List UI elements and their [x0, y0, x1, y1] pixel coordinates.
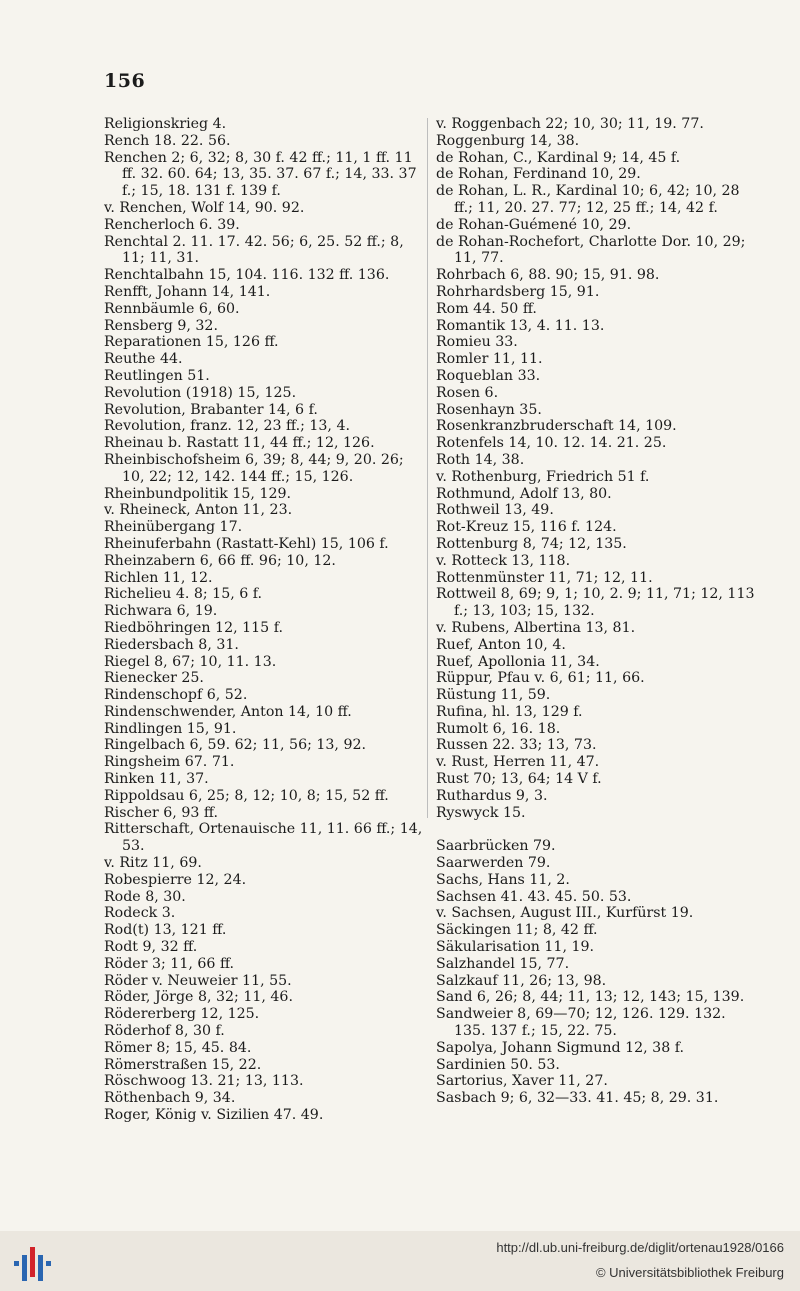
- index-entry: Rödererberg 12, 125.: [104, 1006, 260, 1023]
- index-entry: Rumolt 6, 16. 18.: [436, 720, 561, 737]
- index-entry: v. Rothenburg, Friedrich 51 f.: [436, 468, 650, 485]
- library-footer: [0, 1231, 800, 1291]
- index-entry: Robespierre 12, 24.: [104, 871, 247, 888]
- index-entry: Romieu 33.: [436, 334, 518, 351]
- index-entry: Religionskrieg 4.: [104, 116, 227, 132]
- index-entry: Richlen 11, 12.: [104, 569, 213, 586]
- index-entry: Rosenkranzbruderschaft 14, 109.: [436, 418, 677, 435]
- index-entry: Rindlingen 15, 91.: [104, 720, 237, 737]
- index-entry: Römer 8; 15, 45. 84.: [104, 1039, 252, 1056]
- index-entry: Riegel 8, 67; 10, 11. 13.: [104, 653, 277, 670]
- index-entry: Sachs, Hans 11, 2.: [436, 871, 570, 888]
- index-entry: Richelieu 4. 8; 15, 6 f.: [104, 586, 263, 603]
- index-entry: de Rohan-Guémené 10, 29.: [436, 216, 632, 233]
- index-entry: Rohrhardsberg 15, 91.: [436, 283, 600, 300]
- index-entry: v. Ritz 11, 69.: [104, 855, 202, 872]
- index-column-left: [104, 116, 424, 1124]
- index-entry: Römerstraßen 15, 22.: [104, 1056, 262, 1073]
- index-entry: Richwara 6, 19.: [104, 603, 218, 620]
- index-entry: Rheinau b. Rastatt 11, 44 ff.; 12, 126.: [104, 435, 375, 452]
- index-entry: Rohrbach 6, 88. 90; 15, 91. 98.: [436, 267, 660, 284]
- index-entry: Rencherloch 6. 39.: [104, 216, 240, 233]
- index-entry: Rottweil 8, 69; 9, 1; 10, 2. 9; 11, 71; 12, 113 f.; 13, 103; 15, 132.: [436, 586, 755, 620]
- ub-freiburg-logo-icon: [10, 1241, 54, 1285]
- index-entry: Säkularisation 11, 19.: [436, 939, 595, 956]
- index-entry: Rot-Kreuz 15, 116 f. 124.: [436, 519, 617, 536]
- index-entry: Rischer 6, 93 ff.: [104, 804, 218, 821]
- index-entry: Rippoldsau 6, 25; 8, 12; 10, 8; 15, 52 ff.: [104, 787, 389, 804]
- index-entry: Ruef, Apollonia 11, 34.: [436, 653, 600, 670]
- index-entry: Rosenhayn 35.: [436, 401, 542, 418]
- column-divider: [427, 118, 428, 818]
- index-entry: Rheinbischofsheim 6, 39; 8, 44; 9, 20. 26; 10, 22; 12, 142. 144 ff.; 15, 126.: [104, 451, 404, 485]
- index-entry: de Rohan-Rochefort, Charlotte Dor. 10, 29; 11, 77.: [436, 233, 746, 267]
- index-entry: Romler 11, 11.: [436, 351, 543, 368]
- index-entry: Rindenschwender, Anton 14, 10 ff.: [104, 703, 352, 720]
- index-entry: Ruthardus 9, 3.: [436, 787, 548, 804]
- index-entry: Rheinzabern 6, 66 ff. 96; 10, 12.: [104, 552, 336, 569]
- index-entry: v. Rotteck 13, 118.: [436, 552, 571, 569]
- index-entry: Roth 14, 38.: [436, 451, 525, 468]
- index-entry: de Rohan, Ferdinand 10, 29.: [436, 166, 641, 183]
- index-entry: Rensberg 9, 32.: [104, 317, 218, 334]
- index-entry: Renchtalbahn 15, 104. 116. 132 ff. 136.: [104, 267, 390, 284]
- index-entry: Rottenburg 8, 74; 12, 135.: [436, 535, 627, 552]
- section-gap: [436, 821, 758, 838]
- index-entry: Rindenschopf 6, 52.: [104, 687, 248, 704]
- index-entry: Rodeck 3.: [104, 905, 176, 922]
- index-entry: Röder v. Neuweier 11, 55.: [104, 972, 292, 989]
- index-entry: Rufina, hl. 13, 129 f.: [436, 703, 583, 720]
- index-entry: Reuthe 44.: [104, 351, 183, 368]
- index-entry: Roggenburg 14, 38.: [436, 132, 580, 149]
- index-entry: Revolution (1918) 15, 125.: [104, 384, 297, 401]
- index-entry: Rheinuferbahn (Rastatt-Kehl) 15, 106 f.: [104, 535, 389, 552]
- index-entry: Sartorius, Xaver 11, 27.: [436, 1073, 608, 1090]
- index-column-right: [436, 116, 758, 1107]
- copyright-notice: © Universitätsbibliothek Freiburg: [595, 1265, 784, 1280]
- index-entry: Reparationen 15, 126 ff.: [104, 334, 279, 351]
- index-entry: Romantik 13, 4. 11. 13.: [436, 317, 605, 334]
- index-entry: Rennbäumle 6, 60.: [104, 300, 240, 317]
- index-entry: Röder, Jörge 8, 32; 11, 46.: [104, 989, 293, 1006]
- index-entry: Rom 44. 50 ff.: [436, 300, 537, 317]
- index-entry: Rust 70; 13, 64; 14 V f.: [436, 771, 602, 788]
- page-number: 156: [104, 70, 146, 92]
- index-entry: Rüppur, Pfau v. 6, 61; 11, 66.: [436, 670, 645, 687]
- index-entry: de Rohan, C., Kardinal 9; 14, 45 f.: [436, 149, 681, 166]
- index-entry: v. Rust, Herren 11, 47.: [436, 754, 600, 771]
- index-entry: v. Rheineck, Anton 11, 23.: [104, 502, 293, 519]
- index-entry: Rienecker 25.: [104, 670, 204, 687]
- index-entry: Sand 6, 26; 8, 44; 11, 13; 12, 143; 15, 139.: [436, 989, 745, 1006]
- index-entry: Rode 8, 30.: [104, 888, 186, 905]
- index-entry: v. Renchen, Wolf 14, 90. 92.: [104, 199, 305, 216]
- index-entry: Rosen 6.: [436, 384, 499, 401]
- index-entry: v. Sachsen, August III., Kurfürst 19.: [436, 905, 694, 922]
- index-entry: Rheinübergang 17.: [104, 519, 243, 536]
- index-entry: Renchen 2; 6, 32; 8, 30 f. 42 ff.; 11, 1 ff. 11 ff. 32. 60. 64; 13, 35. 37. 67 f.; 14, 33. 37 f.; 15, 18. 131 f. 139 f.: [104, 149, 417, 200]
- index-entry: Rüstung 11, 59.: [436, 687, 551, 704]
- index-entry: Ritterschaft, Ortenauische 11, 11. 66 ff.; 14, 53.: [104, 821, 423, 855]
- index-entry: Sachsen 41. 43. 45. 50. 53.: [436, 888, 632, 905]
- index-entry: Röthenbach 9, 34.: [104, 1090, 236, 1107]
- index-entry: Rotenfels 14, 10. 12. 14. 21. 25.: [436, 435, 667, 452]
- index-entry: Ringelbach 6, 59. 62; 11, 56; 13, 92.: [104, 737, 367, 754]
- index-entry: Reutlingen 51.: [104, 367, 210, 384]
- permalink-url[interactable]: http://dl.ub.uni-freiburg.de/diglit/ortenau1928/0166: [496, 1240, 784, 1255]
- index-entry: Röschwoog 13. 21; 13, 113.: [104, 1073, 304, 1090]
- index-entry: Rheinbundpolitik 15, 129.: [104, 485, 292, 502]
- index-entry: Riedböhringen 12, 115 f.: [104, 619, 283, 636]
- index-entry: Rothmund, Adolf 13, 80.: [436, 485, 612, 502]
- index-entry: Rodt 9, 32 ff.: [104, 939, 198, 956]
- index-entry: Rench 18. 22. 56.: [104, 132, 231, 149]
- index-entry: Ruef, Anton 10, 4.: [436, 636, 566, 653]
- index-entry: Sapolya, Johann Sigmund 12, 38 f.: [436, 1039, 684, 1056]
- index-entry: Russen 22. 33; 13, 73.: [436, 737, 597, 754]
- index-entry: Rod(t) 13, 121 ff.: [104, 922, 227, 939]
- index-entry: Riedersbach 8, 31.: [104, 636, 239, 653]
- index-entry: Rothweil 13, 49.: [436, 502, 554, 519]
- index-entry: Revolution, franz. 12, 23 ff.; 13, 4.: [104, 418, 350, 435]
- index-entry: Ryswyck 15.: [436, 804, 526, 821]
- index-entry: de Rohan, L. R., Kardinal 10; 6, 42; 10, 28 ff.; 11, 20. 27. 77; 12, 25 ff.; 14, 42 f.: [436, 183, 740, 216]
- index-entry: Rottenmünster 11, 71; 12, 11.: [436, 569, 653, 586]
- index-entry: v. Rubens, Albertina 13, 81.: [436, 619, 636, 636]
- index-entry: Renchtal 2. 11. 17. 42. 56; 6, 25. 52 ff.; 8, 11; 11, 31.: [104, 233, 404, 267]
- index-entry: Revolution, Brabanter 14, 6 f.: [104, 401, 318, 418]
- index-entry: Sardinien 50. 53.: [436, 1056, 560, 1073]
- index-entry: Renfft, Johann 14, 141.: [104, 283, 271, 300]
- index-entry: Rinken 11, 37.: [104, 771, 209, 788]
- index-entry: Sasbach 9; 6, 32—33. 41. 45; 8, 29. 31.: [436, 1090, 719, 1107]
- index-entry: Röderhof 8, 30 f.: [104, 1023, 225, 1040]
- index-entry: Saarwerden 79.: [436, 855, 551, 872]
- index-entry: Saarbrücken 79.: [436, 838, 556, 855]
- index-entry: Salzkauf 11, 26; 13, 98.: [436, 972, 607, 989]
- index-entry: v. Roggenbach 22; 10, 30; 11, 19. 77.: [436, 116, 704, 132]
- index-entry: Salzhandel 15, 77.: [436, 955, 570, 972]
- index-entry: Sandweier 8, 69—70; 12, 126. 129. 132. 135. 137 f.; 15, 22. 75.: [436, 1006, 726, 1040]
- index-entry: Röder 3; 11, 66 ff.: [104, 955, 235, 972]
- index-entry: Roqueblan 33.: [436, 367, 541, 384]
- index-entry: Säckingen 11; 8, 42 ff.: [436, 922, 598, 939]
- index-entry: Roger, König v. Sizilien 47. 49.: [104, 1107, 324, 1124]
- index-entry: Ringsheim 67. 71.: [104, 754, 235, 771]
